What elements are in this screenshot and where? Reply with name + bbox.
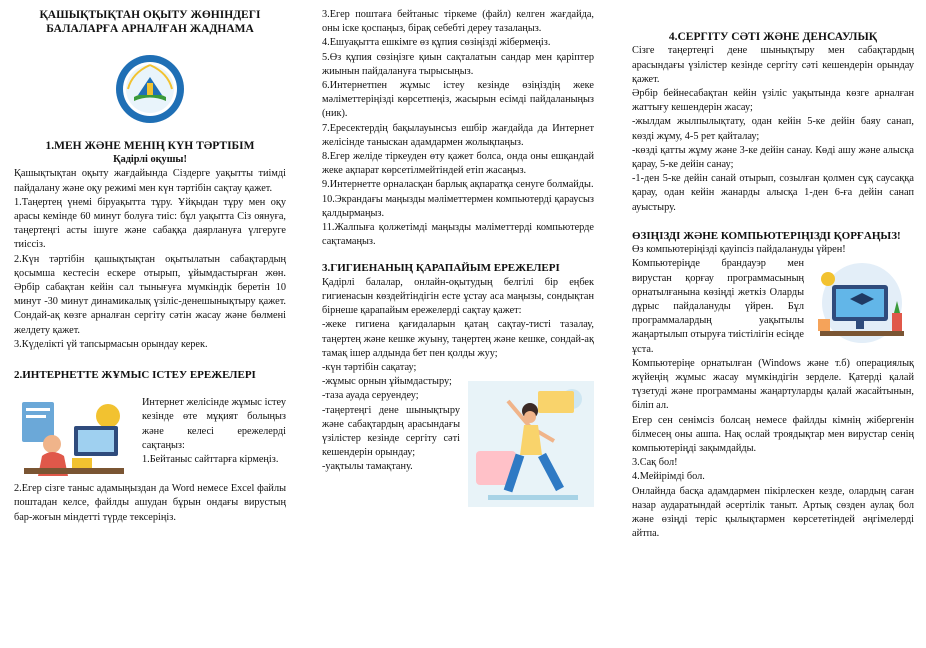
paragraph: 2.Күн тәртібін қашықтықтан оқытылатын сабақтардың қосымша кестесін ескере отырып, ұйымдастырған жөн. Әрбір сабақтан кейін сал тынығуға мүмкіндік беретін 10 минут -30 минут динамикалық үзіліс-денешынықтыру қажет. Сондай-ақ көзге арналған сергіту сәтін жасау және бөлмені желдету қажет. <box>14 253 286 336</box>
paragraph: -жеке гигиена қағидаларын қатаң сақтау-тисті тазалау, таңертең және кешке жуыну, таңертең және кешке, сондай-ақ тамақ ішер алдында бет пен қолды жуу; <box>322 319 594 359</box>
rule-item: 9.Интернетте орналасқан барлық ақпаратқа сенуге болмайды. <box>322 179 594 191</box>
section-5-title: ӨЗІҢІЗДІ ЖӘНЕ КОМПЬЮТЕРІҢІЗДІ ҚОРҒАҢЫЗ! <box>632 229 901 242</box>
paragraph: 4.Мейірімді бол. <box>632 471 705 483</box>
section-2-title: 2.ИНТЕРНЕТТЕ ЖҰМЫС ІСТЕУ ЕРЕЖЕЛЕРІ <box>14 368 256 381</box>
paragraph: -таза ауада серуендеу; <box>322 390 419 402</box>
paragraph: -күн тәртібін сақатау; <box>322 361 417 373</box>
paragraph: Әрбір бейнесабақтан кейін үзіліс уақытында көзге арналған жаттығу кешендерін жасау; <box>632 87 914 114</box>
column-3 <box>632 8 914 541</box>
document-title: ҚАШЫҚТЫҚТАН ОҚЫТУ ЖӨНІНДЕГІ БАЛАЛАРҒА АРНАЛҒАН ЖАДНАМА <box>39 9 261 36</box>
section-4-title: 4.СЕРГІТУ СӘТІ ЖӘНЕ ДЕНСАУЛЫҚ <box>668 31 878 43</box>
paragraph: 3.Сақ бол! <box>632 457 678 469</box>
column-2 <box>322 8 594 507</box>
paragraph: Өз компьютеріңізді қауіпсіз пайдалануды үйрен! <box>632 244 846 256</box>
paragraph: -жылдам жылпылықтату, одан кейін 5-ке дейін баяу санап, көзді жұму, 4-5 рет қайталау; <box>632 116 914 142</box>
paragraph: Интернет желісінде жұмыс істеу кезінде өте мұқият болыңыз және келесі ережелерді сақтаңыз: <box>142 397 286 451</box>
paragraph: -уақтылы тамақтану. <box>322 461 413 473</box>
column-1 <box>14 8 286 525</box>
paragraph: Сізге таңертеңгі дене шынықтыру мен сабақтардың арасындағы үзілістер кезінде сергіту сәті кешендерін орындау қажет. <box>632 45 914 85</box>
rule-item: 8.Егер желіде тіркеуден өту қажет болса, онда оны ешқандай жеке ақпарат көрсетілмейтіндей етіп жасаңыз. <box>322 151 594 177</box>
paragraph: 1.Таңертең үнемі біруақытта тұру. Ұйқыдан тұру мен оқу арасы кемінде 60 минут болуға тиіс: бұл уақытта Сіз оянуға, таңертеңгі асты ішуге және сабаққа даярлануға үлгеруге тиіссіз. <box>14 196 286 251</box>
paragraph: Компьютеріңе орнатылған (Windows және т.б) операциялық жүйеңің жұмыс жасау мүмкіндігін зерделе. Қатерді қалай түзетуді және программаны жаңартуларды қалай жасайтынын, біліп ал. <box>632 357 914 412</box>
rule-item: 4.Ешуақытта ешкімге өз құпия сөзіңізді жібермеңіз. <box>322 37 551 49</box>
yoga-girl-illustration <box>468 381 594 507</box>
paragraph: 2.Егер сізге таныс адамыңыздан да Word немесе Excel файлы поштадан келсе, файлды ашудан бұрын ондағы вирустың бар-жоғын міндетті түрде тексеріңіз. <box>14 483 286 523</box>
paragraph: Онлайнда басқа адамдармен пікірлескен кезде, олардың саған назар аударатындай әсертілік таныт. Артық сөзден аулақ бол және өзіңді теріс қылықтармен көрсететіндей әңгімелерді айтпа. <box>632 485 914 540</box>
paragraph: -көзді қатты жұму және 3-ке дейін санау. Көді ашу және алысқа қарау, 5-ке дейін санау; <box>632 144 914 170</box>
paragraph: Компьютеріңде брандауэр мен вирустан қорғау программасының орнатылғанына көзіңді жеткіз Оларды дұрыс пайдалануды үйрен. Бұл программалардың уақытылы жаңартылып отыруға тиістілігін есіңде ұста. <box>632 258 804 355</box>
rule-item: 5.Өз құпия сөзіңізге қиын сақталатын сандар мен қаріптер жиынын пайдалануға тырысыңыз. <box>322 51 594 77</box>
paragraph: -жұмыс орнын ұйымдастыру; <box>322 376 452 388</box>
section-1-title: 1.МЕН ЖӘНЕ МЕНІҢ КҮН ТӘРТІБІМ <box>45 139 255 152</box>
paragraph: Қадірлі балалар, онлайн-оқытудың белгілі бір еңбек гигиенасын көздейтіндігін есте ұстау аса маңызы, сондықтан бірнеше қарапайым ережелерді сақтау қажет: <box>322 276 594 317</box>
paragraph: Егер сен сенімсіз болсаң немесе файлды кімнің жібергенін білмесең оны ашпа. Нақ ослай троядықтар мен вирустар сенің компьютеріңді зақымдайды. <box>632 414 914 454</box>
greeting: Қадірлі оқушы! <box>113 154 187 166</box>
student-studying-illustration <box>14 396 134 482</box>
rule-item: 7.Ересектердің бақылауынсыз ешбір жағдайда да Интернет желісінде таныскан адамдармен жолықпаңыз. <box>322 122 594 148</box>
school-logo-icon <box>114 53 186 125</box>
section-3-title: 3.ГИГИЕНАНЫҢ ҚАРАПАЙЫМ ЕРЕЖЕЛЕРІ <box>322 262 560 275</box>
rule-item: 6.Интернетпен жұмыс істеу кезінде өзіңіздің жеке мәліметтеріңізді көрсетпеңіз, жасырын есімді пайдаланыңыз (ник). <box>322 80 594 120</box>
paragraph: Қашықтықтан оқыту жағдайында Сіздерге уақытты тиімді пайдалану және оқу режимі мен күн тәртібін сақтау қажет. <box>14 168 286 194</box>
paragraph: 3.Күделікті үй тапсырмасын орындау керек. <box>14 338 208 350</box>
rule-item: 10.Экрандағы маңызды мәліметтермен компьютерді қараусыз қалдырмаңыз. <box>322 193 594 219</box>
paragraph: -1-ден 5-ке дейін санай отырып, созылған қолмен сұқ саусаққа қарау, одан кейін жанарды алысқа 1-ден 6-ға дейін санап ауыстыру. <box>632 173 914 213</box>
paragraph: -таңертеңгі дене шынықтыру және сабақтардың арасындағы үзілістер кезінде сергіту сәті кешендерін орындау; <box>322 404 460 459</box>
paragraph: 1.Бейтаныс сайттарға кірмеңіз. <box>142 454 279 466</box>
computer-desk-illustration <box>810 259 914 345</box>
rule-item: 11.Жалпыға қолжетімді маңызды мәліметтерді компьютерде сақтамаңыз. <box>322 222 594 248</box>
rule-item: 3.Егер поштаға бейтаныс тіркеме (файл) келген жағдайда, оны іске қоспаңыз, бірақ себебті дереу тазалаңыз. <box>322 9 594 35</box>
